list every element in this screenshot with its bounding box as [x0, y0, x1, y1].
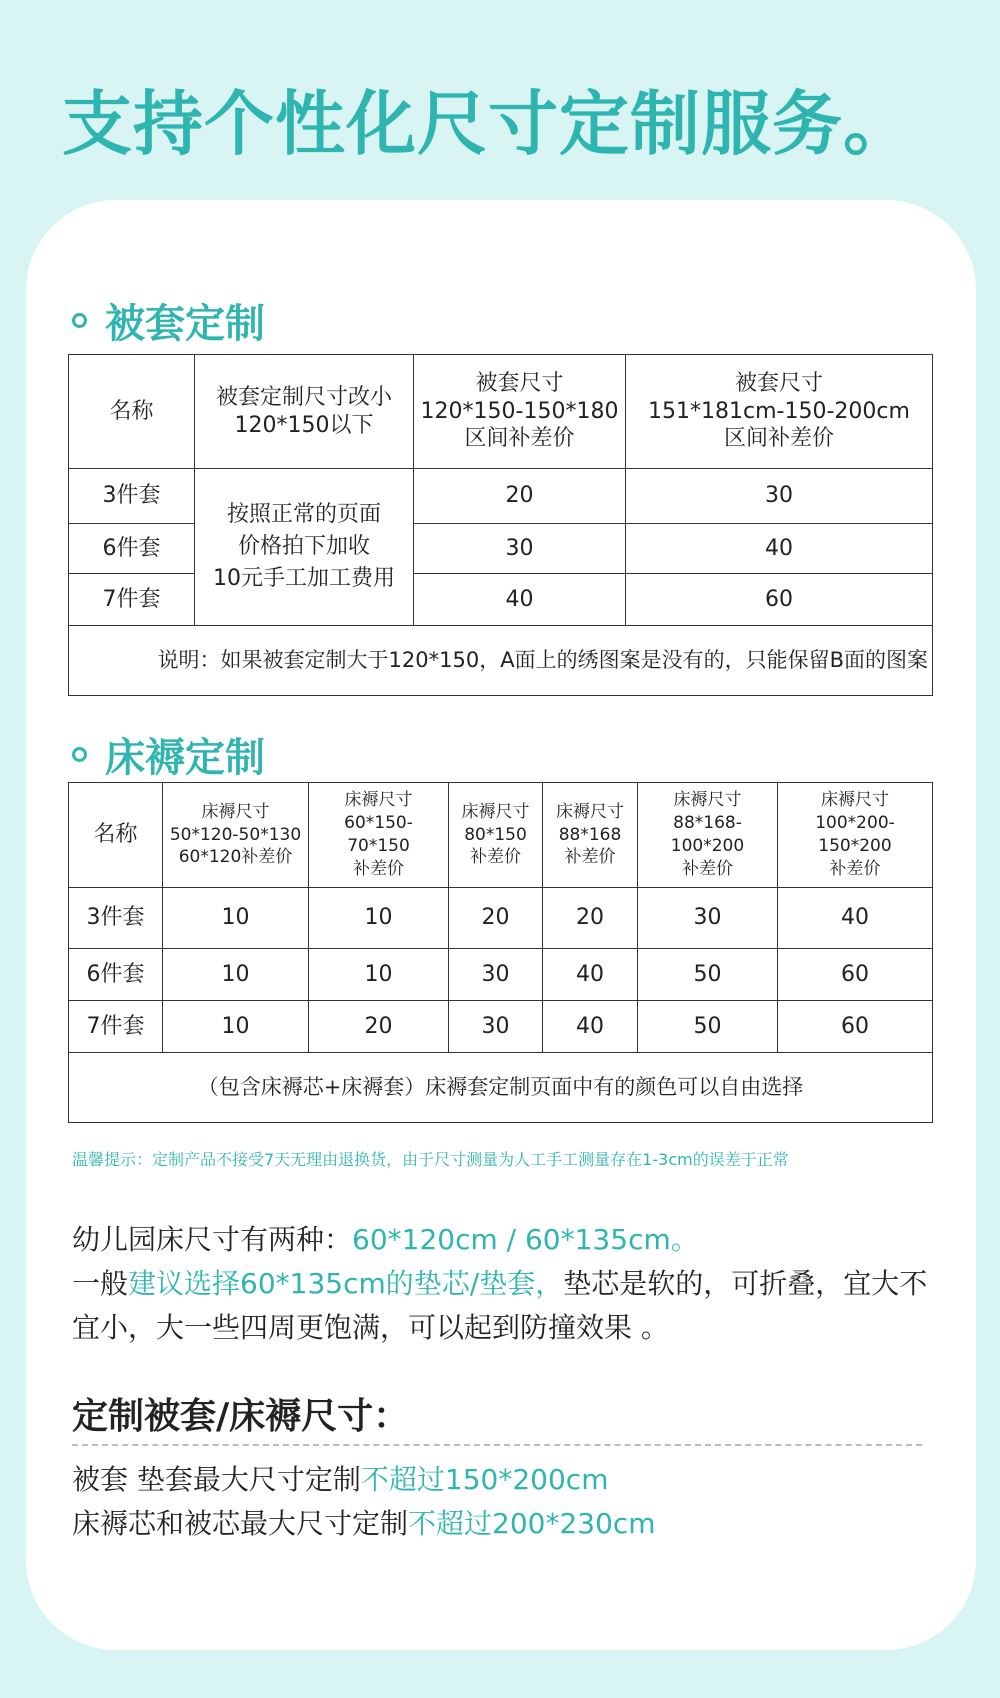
price-cell: 10 [309, 888, 449, 949]
row-name: 7件套 [69, 574, 195, 626]
header-cell [195, 355, 414, 469]
header-line: 补差价 [353, 858, 404, 879]
header-cell [626, 355, 933, 469]
header-line: 100*200-150*200 [815, 813, 895, 856]
page-title: 支持个性化尺寸定制服务。 [62, 83, 914, 165]
price-cell: 30 [449, 949, 543, 1001]
kindergarten-text: 幼儿园床尺寸有两种： [72, 1223, 353, 1256]
kindergarten-text: 一般 [72, 1267, 129, 1300]
note-line: 价格拍下加收 [237, 534, 370, 560]
header-cell [543, 783, 638, 888]
price-cell: 10 [163, 888, 309, 949]
custom-size-limit: 不超过150*200cm [360, 1463, 609, 1496]
table-header-row [69, 355, 933, 469]
header-line: 151*181cm-150-200cm [648, 398, 910, 424]
quilt-heading-text: 被套定制 [105, 301, 265, 347]
mattress-note: （包含床褥芯+床褥套）床褥套定制页面中有的颜色可以自由选择 [69, 1053, 933, 1123]
price-cell: 20 [414, 469, 626, 524]
price-cell: 60 [778, 949, 933, 1001]
table-row [69, 949, 933, 1001]
header-line: 60*150-70*150 [344, 813, 413, 856]
price-cell: 40 [543, 1001, 638, 1053]
header-line: 床褥尺寸 [821, 790, 889, 811]
custom-size-text: 被套 垫套最大尺寸定制 [72, 1463, 361, 1496]
header-line: 被套尺寸 [475, 371, 564, 397]
price-cell: 20 [449, 888, 543, 949]
header-line: 被套尺寸 [734, 371, 823, 397]
table-note-row [69, 1053, 933, 1123]
price-cell: 20 [543, 888, 638, 949]
kindergarten-recommend: 建议选择60*135cm的垫芯/垫套， [128, 1267, 564, 1300]
header-line: 床褥尺寸 [461, 801, 530, 822]
price-cell: 50 [638, 949, 778, 1001]
quilt-note: 说明：如果被套定制大于120*150，A面上的绣图案是没有的，只能保留B面的图案 [69, 626, 933, 696]
header-line: 床褥尺寸 [201, 801, 270, 822]
table-row [69, 469, 933, 524]
header-line: 区间补差价 [723, 426, 834, 452]
row-name: 6件套 [69, 949, 163, 1001]
mattress-price-table [68, 782, 933, 1123]
header-line: 床褥尺寸 [556, 801, 624, 822]
custom-size-heading: 定制被套/床褥尺寸： [72, 1396, 410, 1437]
header-name: 名称 [69, 355, 195, 469]
header-cell [309, 783, 449, 888]
header-cell [449, 783, 543, 888]
header-line: 床褥尺寸 [344, 790, 413, 811]
price-cell: 40 [626, 524, 933, 574]
price-cell: 20 [309, 1001, 449, 1053]
custom-size-info [72, 1458, 942, 1546]
header-line: 床褥尺寸 [673, 790, 742, 811]
header-line: 50*120-50*130 [169, 824, 302, 845]
price-cell: 30 [414, 524, 626, 574]
kindergarten-info [72, 1218, 942, 1350]
header-line: 88*168-100*200 [670, 813, 745, 856]
price-cell: 60 [626, 574, 933, 626]
header-line: 补差价 [470, 847, 521, 868]
header-line: 补差价 [682, 858, 733, 879]
price-cell: 10 [163, 1001, 309, 1053]
warm-tip: 温馨提示：定制产品不接受7天无理由退换货，由于尺寸测量为人工手工测量存在1-3cm的误差于正常 [72, 1150, 789, 1169]
kindergarten-sizes: 60*120cm / 60*135cm。 [352, 1223, 699, 1256]
mattress-heading-text: 床褥定制 [105, 735, 265, 781]
header-line: 补差价 [564, 847, 616, 868]
header-line: 80*150 [464, 824, 527, 845]
price-cell: 10 [309, 949, 449, 1001]
price-cell: 60 [778, 1001, 933, 1053]
bullet-ring-icon [72, 313, 87, 328]
table-row [69, 888, 933, 949]
bullet-ring-icon [72, 747, 87, 762]
header-line: 区间补差价 [464, 426, 575, 452]
quilt-price-table [68, 354, 933, 696]
table-header-row [69, 783, 933, 888]
header-name: 名称 [69, 783, 163, 888]
dashed-divider [72, 1444, 922, 1446]
price-cell: 40 [778, 888, 933, 949]
price-cell: 10 [163, 949, 309, 1001]
price-cell: 30 [638, 888, 778, 949]
table-note-row [69, 626, 933, 696]
price-cell: 30 [449, 1001, 543, 1053]
header-line: 补差价 [829, 858, 881, 879]
row-name: 3件套 [69, 469, 195, 524]
price-cell: 40 [543, 949, 638, 1001]
price-cell: 30 [626, 469, 933, 524]
header-line: 60*120补差价 [178, 847, 293, 868]
header-line: 120*150以下 [234, 412, 374, 438]
row-name: 7件套 [69, 1001, 163, 1053]
row-name: 6件套 [69, 524, 195, 574]
custom-size-text: 床褥芯和被芯最大尺寸定制 [72, 1507, 409, 1540]
quilt-section-heading [72, 292, 265, 349]
price-cell: 40 [414, 574, 626, 626]
merged-note-cell [195, 469, 414, 626]
note-line: 按照正常的页面 [226, 502, 381, 528]
kindergarten-text: 垫芯是软的，可折叠，宜大不宜小，大一些四周更饱满，可以起到防撞效果 。 [72, 1267, 928, 1344]
header-cell [778, 783, 933, 888]
header-cell [414, 355, 626, 469]
mattress-section-heading [72, 726, 265, 783]
header-cell [638, 783, 778, 888]
header-line: 被套定制尺寸改小 [215, 385, 392, 410]
table-row [69, 1001, 933, 1053]
header-line: 88*168 [558, 824, 622, 845]
price-cell: 50 [638, 1001, 778, 1053]
header-cell [163, 783, 309, 888]
note-line: 10元手工加工费用 [213, 565, 395, 591]
custom-size-limit: 不超过200*230cm [408, 1507, 656, 1540]
header-line: 120*150-150*180 [420, 398, 619, 424]
row-name: 3件套 [69, 888, 163, 949]
